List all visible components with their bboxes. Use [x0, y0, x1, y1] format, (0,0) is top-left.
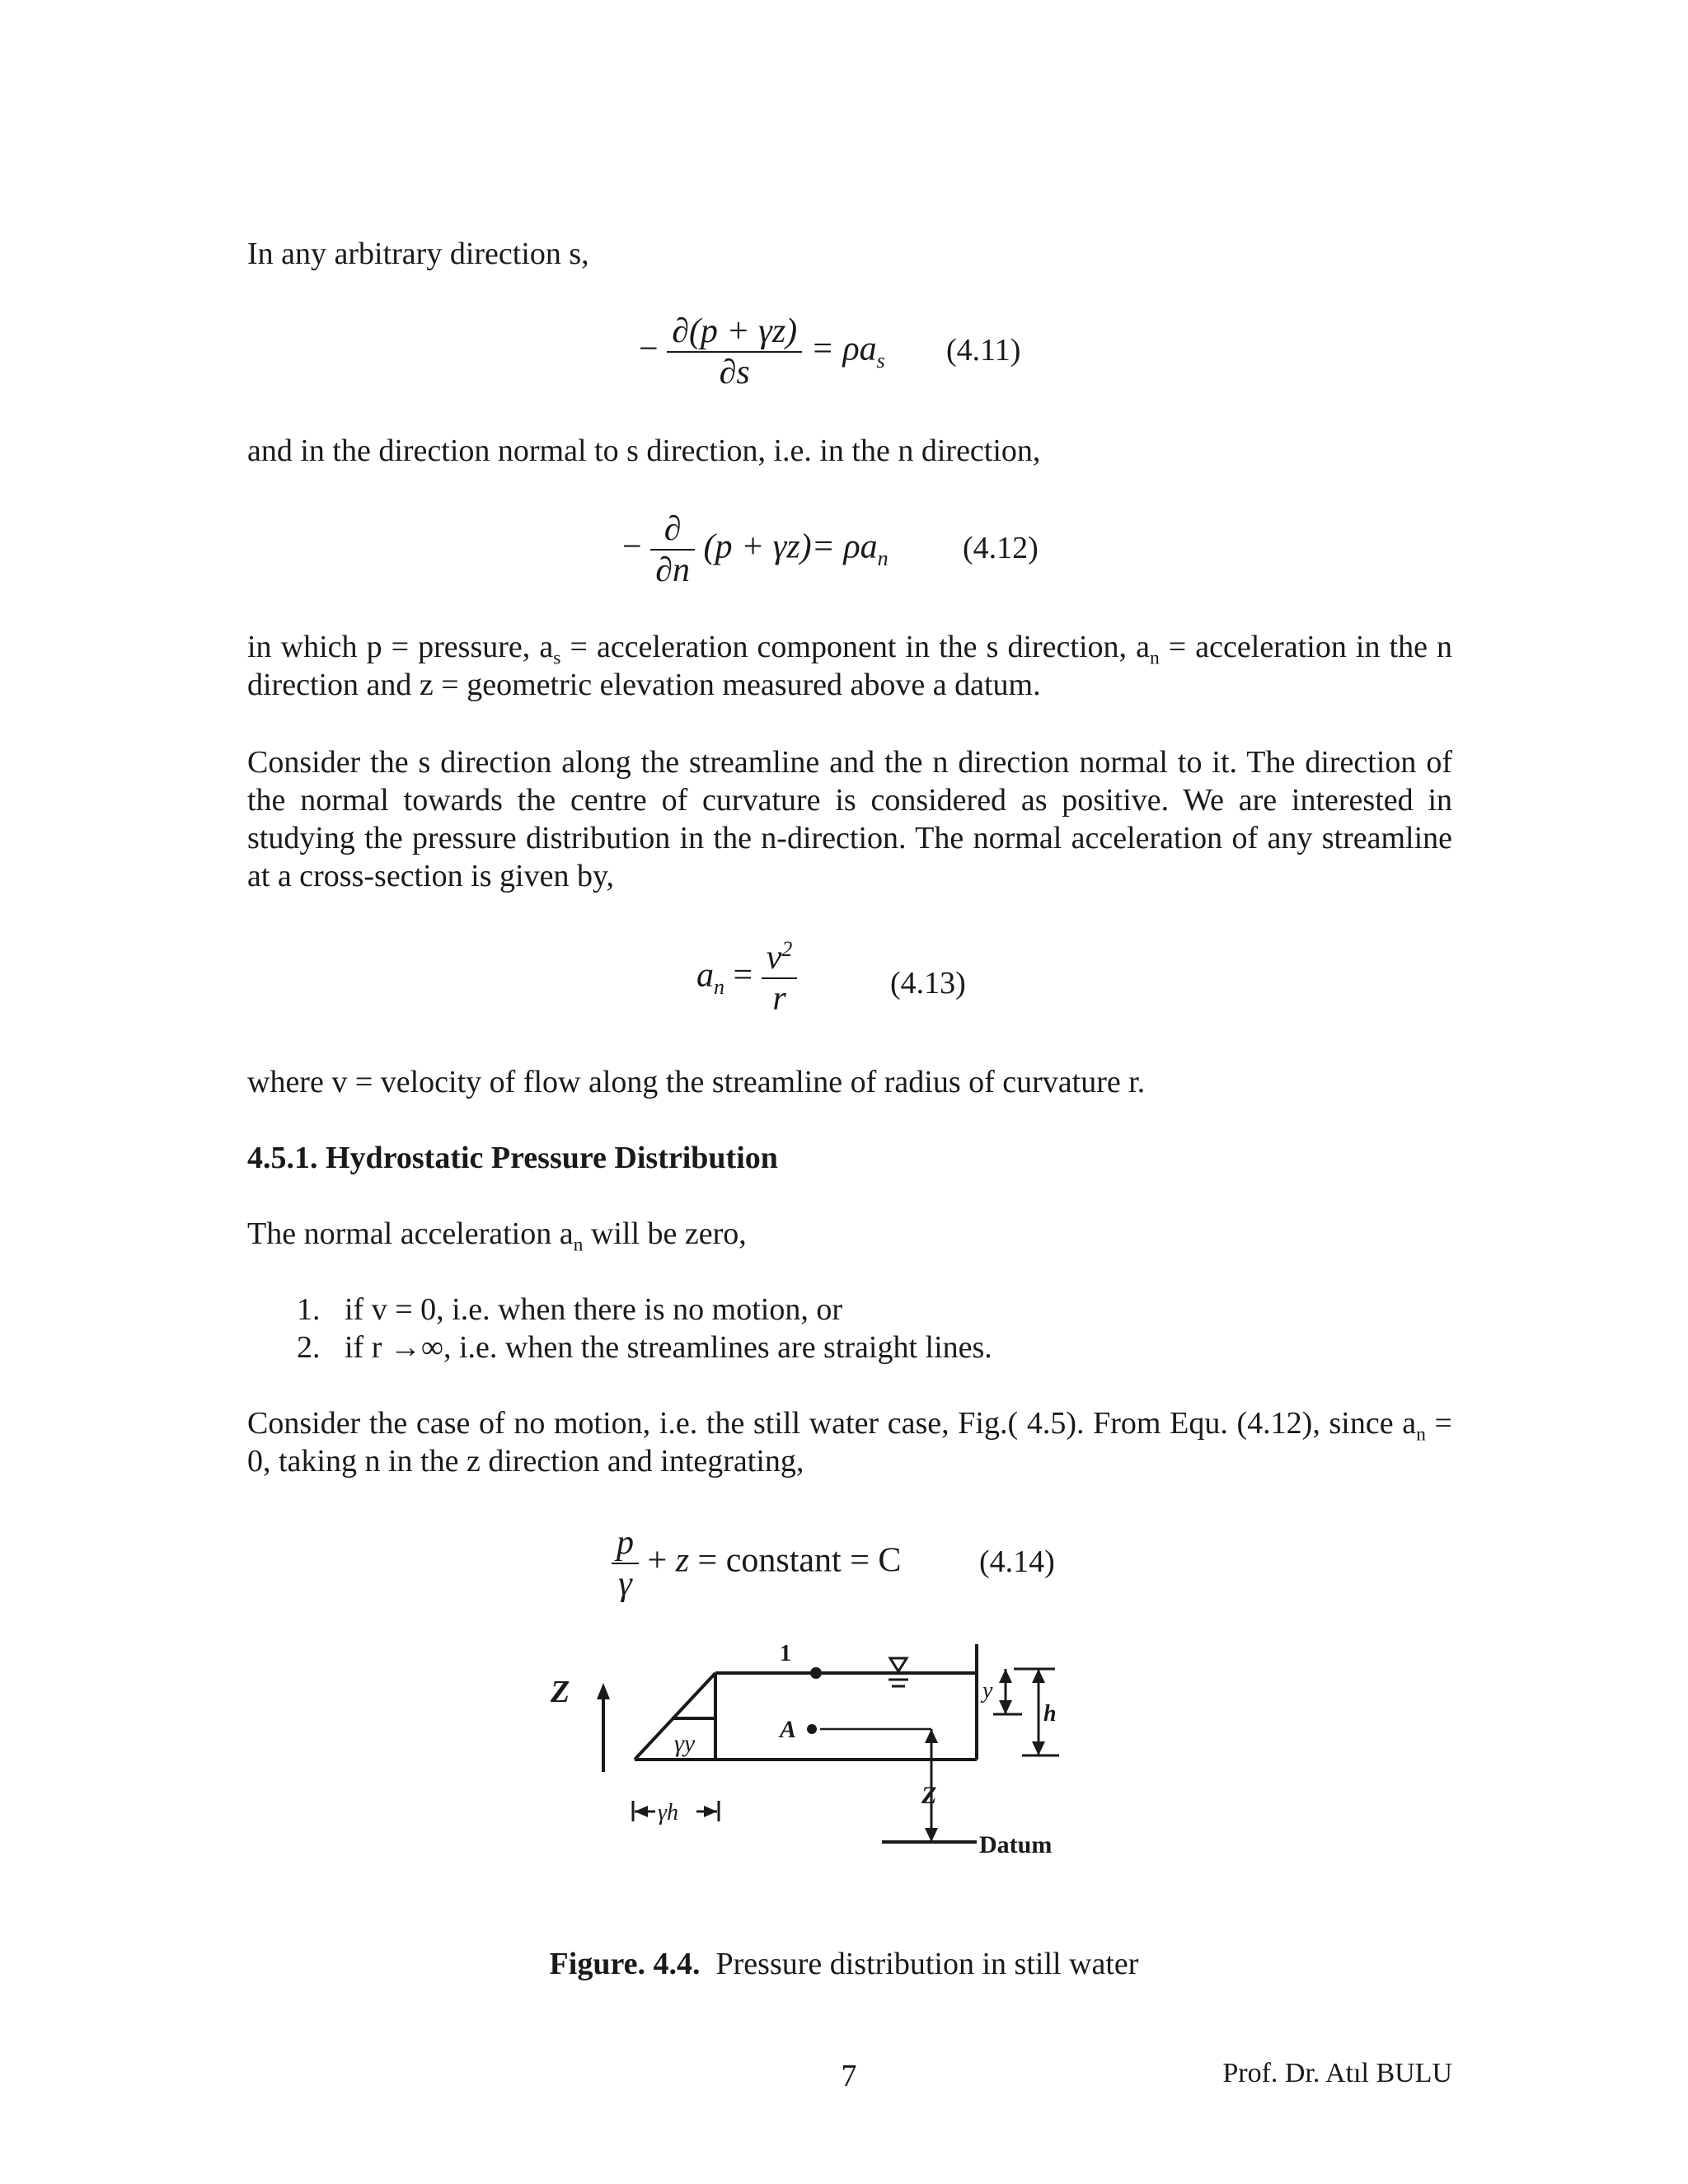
point-a-label: A: [780, 1716, 797, 1743]
paragraph-still-water: [247, 1404, 1452, 1480]
gamma-h-label: γh: [658, 1800, 679, 1825]
point-a-marker: [807, 1724, 817, 1734]
eq413-denominator: r: [762, 977, 798, 1019]
eq414-fraction: [612, 1523, 639, 1604]
eq411-fraction: [667, 312, 802, 392]
equation-number-4-12: (4.12): [963, 531, 1039, 565]
eq412-rhs-sub: n: [877, 546, 889, 571]
p7-text-1: Consider the case of no motion, i.e. the still water case, Fig.( 4.5). From Equ. (4.12), since a: [247, 1406, 1417, 1441]
y-label: y: [982, 1678, 993, 1704]
paragraph-normal-direction: and in the direction normal to s direction, i.e. in the n direction,: [247, 434, 1041, 468]
list-item: [297, 1291, 842, 1329]
eq414-z: z: [675, 1541, 690, 1580]
eq413-equals: =: [733, 956, 753, 995]
h-arrow-down: [1032, 1741, 1045, 1755]
p3-text-3: = acceleration in the n direction and z = geometric elevation measured above a datum.: [247, 630, 1453, 702]
equation-4-14: [612, 1523, 901, 1604]
p6-text-2: will be zero,: [583, 1216, 747, 1251]
y-arrow-up: [999, 1669, 1012, 1683]
eq414-denominator: γ: [612, 1563, 639, 1604]
p3-text-1: in which p = pressure, a: [247, 630, 554, 664]
h-arrow-up: [1032, 1669, 1045, 1683]
gamma-h-arrow-left: [635, 1806, 648, 1817]
eq411-rhs: = ρa: [810, 330, 877, 368]
figure-caption-number: Figure. 4.4.: [549, 1947, 701, 1981]
eq412-denominator: ∂n: [650, 549, 695, 590]
eq411-numerator: ∂(p + γz): [672, 312, 798, 350]
eq414-rhs: = constant = C: [689, 1541, 902, 1580]
list-item: [297, 1329, 992, 1366]
eq411-denominator: ∂s: [667, 351, 802, 392]
figure-caption-text: Pressure distribution in still water: [715, 1947, 1139, 1981]
section-heading: 4.5.1. Hydrostatic Pressure Distribution: [247, 1141, 778, 1175]
gamma-h-arrow-right: [704, 1806, 717, 1817]
eq412-fraction: [650, 509, 695, 590]
h-label: h: [1043, 1701, 1057, 1727]
p3-text-2: = acceleration component in the s direction, a: [560, 630, 1150, 664]
page-number: 7: [841, 2059, 857, 2093]
eq411-rhs-sub: s: [876, 349, 885, 373]
free-surface-icon: [890, 1658, 907, 1671]
list-item-text: if r →∞, i.e. when the streamlines are straight lines.: [345, 1330, 992, 1365]
y-arrow-down: [999, 1700, 1012, 1714]
eq413-numerator: [762, 938, 798, 977]
eq412-minus: −: [622, 527, 642, 566]
eq412-numerator: ∂: [663, 510, 682, 548]
paragraph-velocity: where v = velocity of flow along the streamline of radius of curvature r.: [247, 1065, 1146, 1099]
eq413-lhs-sub: n: [714, 975, 725, 1000]
z-height-label: Z: [921, 1782, 937, 1809]
equation-4-12: [622, 509, 889, 590]
p6-sub-n: n: [573, 1234, 584, 1256]
equation-number-4-11: (4.11): [946, 333, 1021, 368]
eq413-num-sup: 2: [781, 937, 793, 961]
equation-4-13: [696, 938, 797, 1019]
eq411-minus: −: [639, 330, 659, 368]
eq414-numerator: p: [617, 1524, 634, 1562]
p3-sub-n: n: [1149, 647, 1160, 669]
list-item-number: 2.: [297, 1330, 321, 1365]
point-1-marker: [810, 1667, 822, 1679]
gamma-y-label: γy: [674, 1730, 696, 1757]
paragraph-intro: In any arbitrary direction s,: [247, 237, 589, 271]
p3-sub-s: s: [553, 647, 561, 669]
equation-number-4-14: (4.14): [979, 1544, 1055, 1579]
eq413-lhs: a: [696, 956, 714, 995]
p7-sub-n: n: [1416, 1423, 1426, 1446]
point-1-label: 1: [780, 1641, 791, 1666]
pressure-distribution-figure: [528, 1624, 1154, 1871]
equation-number-4-13: (4.13): [890, 966, 966, 1001]
eq413-fraction: [762, 938, 798, 1019]
paragraph-normal-accel-zero: [247, 1215, 747, 1256]
z-axis-arrowhead: [597, 1683, 610, 1699]
datum-label: Datum: [979, 1831, 1053, 1858]
eq414-plus: +: [647, 1541, 676, 1580]
paragraph-streamline: Consider the s direction along the streamline and the n direction normal to it. The direction of the normal towards the centre of curvature is considered as positive. We are interested in studying the pressure distribution in the n-direction. The normal acceleration of any streamline at a cross-section is given by,: [247, 745, 1452, 893]
p7-text-2: = 0, taking n in the z direction and integrating,: [247, 1406, 1452, 1479]
list-item-number: 1.: [297, 1292, 321, 1327]
z-axis-label: Z: [551, 1675, 570, 1709]
z-dim-arrow-up: [925, 1729, 938, 1743]
footer-author: Prof. Dr. Atıl BULU: [1222, 2058, 1452, 2088]
eq413-num-v: v: [766, 939, 782, 977]
p6-text-1: The normal acceleration a: [247, 1216, 574, 1251]
eq412-rhs: (p + γz)= ρa: [703, 527, 878, 566]
z-dim-arrow-down: [925, 1828, 938, 1842]
paragraph-definitions: [247, 628, 1452, 704]
equation-4-11: [639, 312, 885, 392]
list-item-text: if v = 0, i.e. when there is no motion, or: [345, 1292, 842, 1327]
figure-caption: [0, 1945, 1688, 1983]
